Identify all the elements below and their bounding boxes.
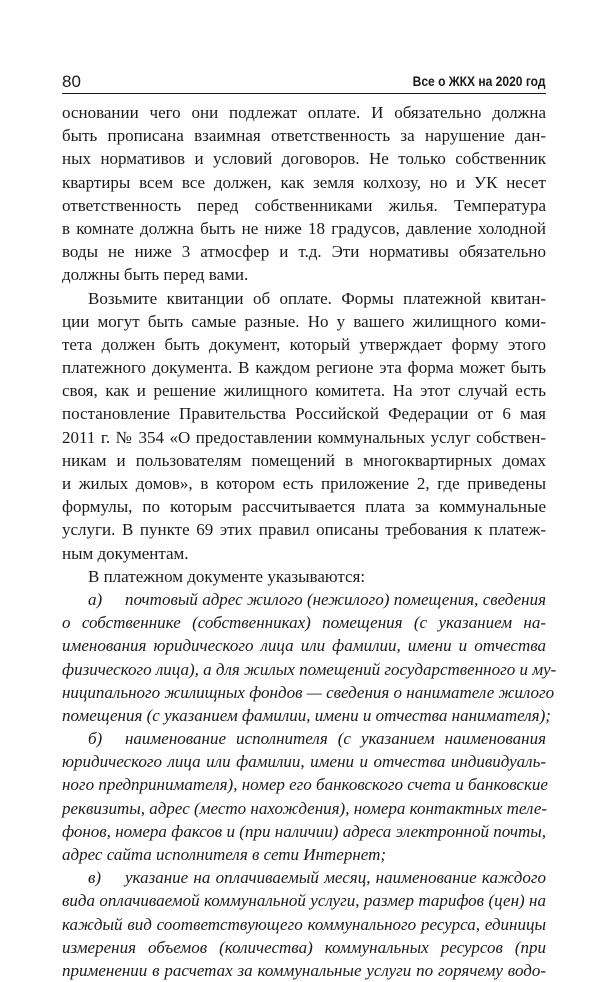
paragraph — [62, 101, 546, 287]
text-line: вида оплачиваемой коммунальной услуги, размер тарифов (цен) на — [62, 891, 546, 911]
text-line: каждый вид соответствующего коммунального ресурса, единицы — [62, 914, 546, 934]
text-line: основании чего они подлежат оплате. И обязательно должна — [62, 103, 546, 122]
text-line: ции могут быть самые разные. Но у вашего жилищного коми- — [62, 311, 546, 331]
text-line: платежного документа. В каждом регионе эта форма может быть — [62, 358, 546, 378]
text-line: квартиры всем все должен, как земля колхозу, но и УК несет — [62, 172, 546, 192]
text-line: физического лица), а для жилых помещений государственного и му- — [62, 659, 557, 679]
text-line: Возьмите квитанции об оплате. Формы платежной квитан- — [88, 288, 546, 308]
text-line: никам и пользователям помещений в многоквартирных домах — [62, 450, 546, 470]
page-number: 80 — [62, 72, 81, 91]
text-line: должны быть перед вами. — [62, 265, 249, 285]
list-marker: в) — [88, 868, 102, 888]
text-line: ниципального жилищных фондов — сведения о нанимателе жилого — [62, 682, 555, 702]
text-line: ного предпринимателя), номер его банковского счета и банковские — [62, 775, 548, 795]
header-rule — [62, 93, 546, 94]
text-line: быть прописана взаимная ответственность за нарушение дан- — [62, 126, 546, 146]
text-line: тета должен быть документ, который утверждает форму этого — [62, 334, 546, 354]
paragraph — [62, 287, 546, 565]
text-line: измерения объемов (количества) коммунальных ресурсов (при — [62, 937, 546, 957]
text-line: и жилых домов», в котором есть приложение 2, где приведены — [62, 474, 546, 493]
text-line: В платежном документе указываются: — [88, 566, 366, 586]
text-line: применении в расчетах за коммунальные услуги по горячему водо- — [62, 960, 546, 980]
text-line: своя, как и решение жилищного комитета. На этот случай есть — [62, 381, 546, 401]
text-line: в комнате должна быть не ниже 18 градусов, давление холодной — [62, 218, 546, 238]
text-line: 2011 г. № 354 «О предоставлении коммунальных услуг собствен- — [62, 427, 546, 447]
text-line: воды не ниже 3 атмосфер и т.д. Эти нормативы обязательно — [62, 242, 546, 262]
page-header — [62, 72, 546, 94]
page-body — [62, 101, 557, 982]
text-line: о собственнике (собственниках) помещения (с указанием на- — [62, 613, 546, 633]
list-item — [62, 866, 546, 982]
list-marker: б) — [88, 729, 103, 749]
list-item — [62, 727, 546, 866]
text-line: ных нормативов и условий договоров. Не только собственник — [62, 149, 546, 169]
text-line: формулы, по которым рассчитывается плата за коммунальные — [62, 497, 546, 517]
text-line: наименование исполнителя (с указанием наименования — [125, 729, 546, 749]
list-marker: а) — [88, 589, 103, 609]
text-line: адрес сайта исполнителя в сети Интернет; — [62, 845, 387, 864]
text-line: юридического лица или фамилии, имени и отчества индивидуаль- — [62, 752, 546, 772]
text-line: помещения (с указанием фамилии, имени и отчества нанимателя); — [62, 705, 551, 725]
text-line: реквизиты, адрес (место нахождения), номера контактных теле- — [62, 798, 548, 818]
text-line: ным документам. — [62, 543, 189, 563]
running-title: Все о ЖКХ на 2020 год — [413, 73, 546, 89]
text-line: постановление Правительства Российской Федерации от 6 мая — [62, 404, 546, 424]
list-item — [62, 588, 557, 727]
text-line: ответственность перед собственниками жилья. Температура — [62, 195, 546, 215]
text-line: указание на оплачиваемый месяц, наименование каждого — [125, 868, 546, 888]
text-line: фонов, номера факсов и (при наличии) адреса электронной почты, — [62, 821, 546, 841]
paragraph — [62, 565, 546, 588]
text-line: почтовый адрес жилого (нежилого) помещения, сведения — [125, 589, 546, 609]
text-line: именования юридического лица или фамилии, имени и отчества — [62, 636, 546, 656]
text-line: услуги. В пункте 69 этих правил описаны требования к платеж- — [62, 520, 546, 540]
